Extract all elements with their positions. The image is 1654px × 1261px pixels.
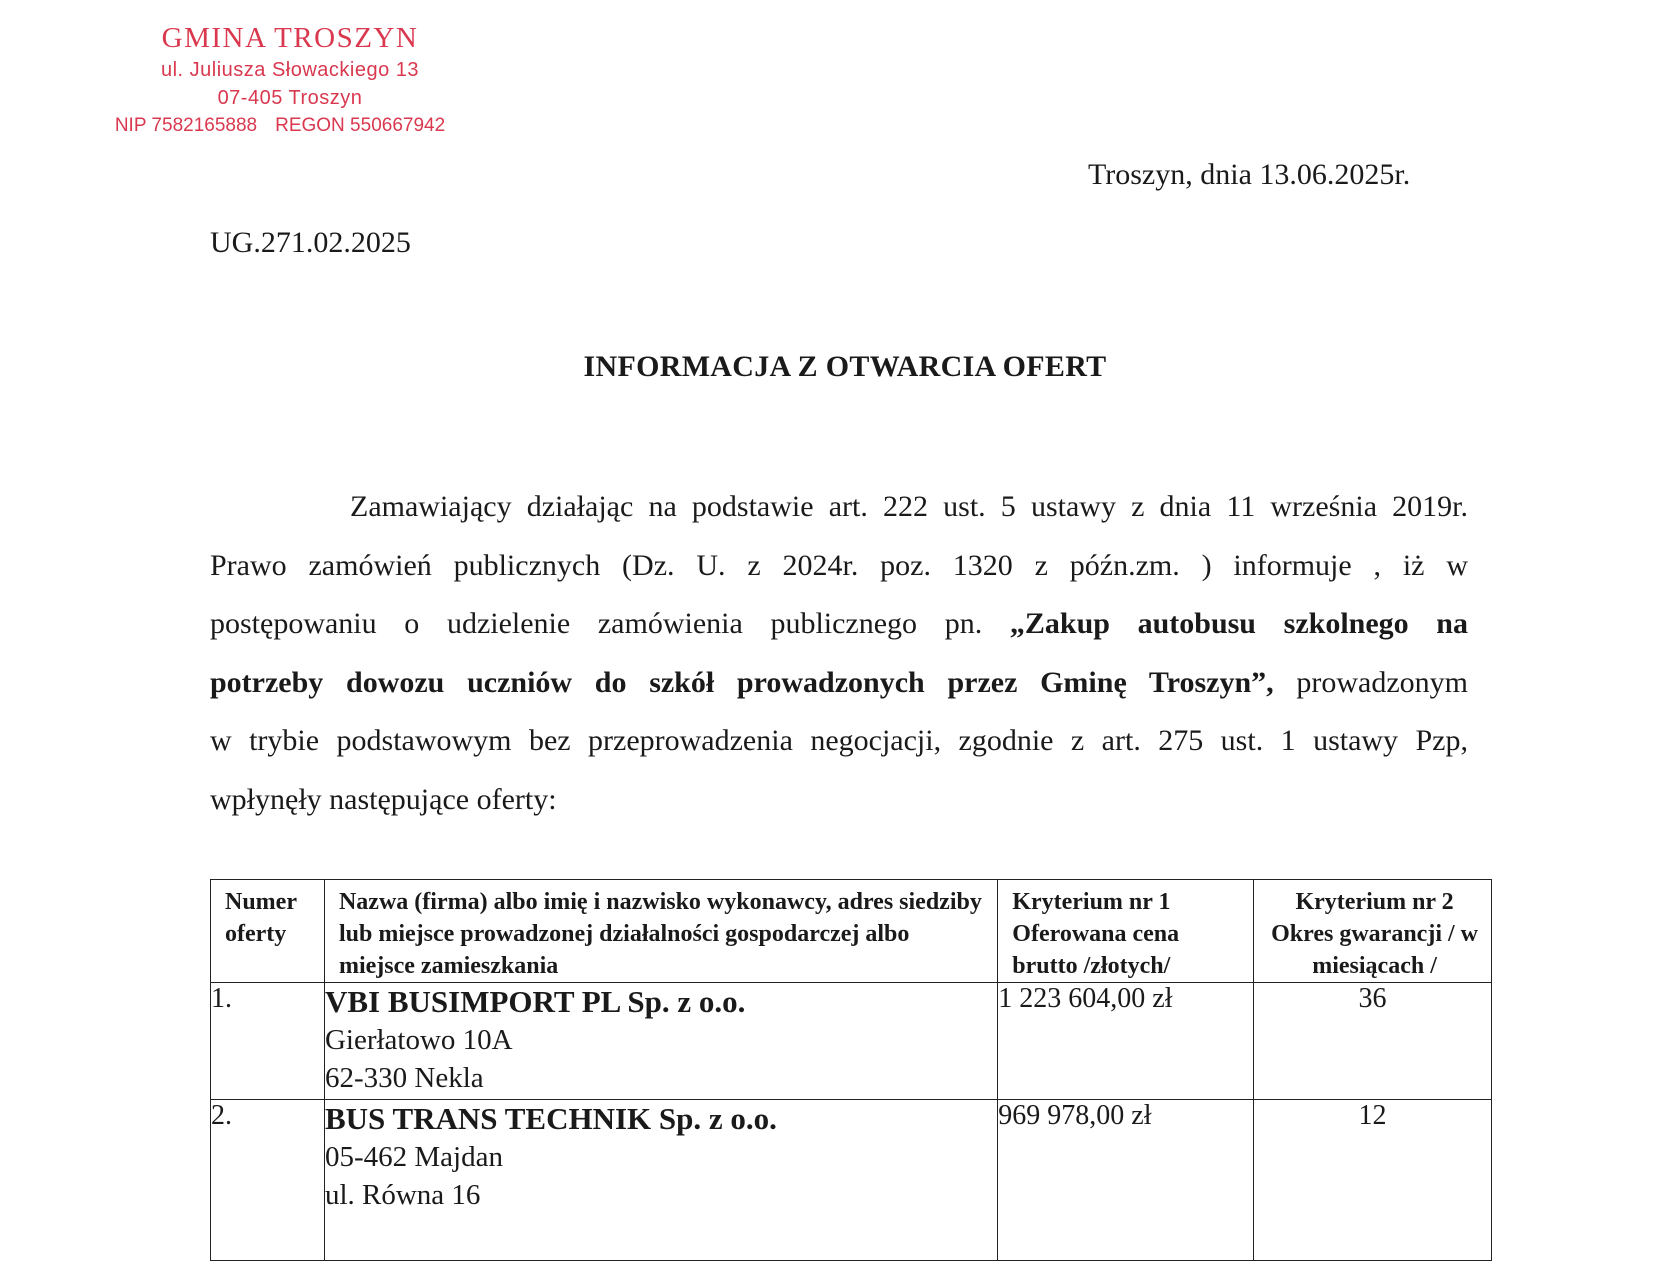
- header-number: Numer oferty: [211, 880, 325, 983]
- stamp-street: ul. Juliusza Słowackiego 13: [160, 59, 420, 81]
- body-line-6: wpłynęły następujące oferty:: [210, 782, 557, 816]
- contractor-address-line: ul. Równa 16: [324, 1179, 481, 1211]
- offer-warranty: 36: [1254, 983, 1492, 1100]
- document-title: INFORMACJA Z OTWARCIA OFERT: [583, 350, 1107, 383]
- contractor-address-line: 05-462 Majdan: [324, 1141, 503, 1173]
- offers-table: [210, 879, 1492, 1261]
- offer-number: 1.: [211, 983, 325, 1100]
- contractor-address-line: Gierłatowo 10A: [324, 1024, 513, 1056]
- body-paragraph: [210, 478, 1468, 829]
- stamp-name: GMINA TROSZYN: [161, 22, 419, 54]
- body-line-4-text: prowadzonym: [1296, 665, 1469, 699]
- table-row: [211, 1100, 1492, 1261]
- offer-price: 1 223 604,00 zł: [998, 983, 1254, 1100]
- header-price: Kryterium nr 1 Oferowana cena brutto /złotych/: [998, 880, 1254, 983]
- table-row: [211, 983, 1492, 1100]
- header-warranty: Kryterium nr 2 Okres gwarancji / w miesiącach /: [1254, 880, 1492, 983]
- offer-contractor: [324, 983, 997, 1100]
- tender-name-part-1: „Zakup autobusu szkolnego na: [1009, 607, 1468, 640]
- reference-number: UG.271.02.2025: [210, 226, 411, 259]
- offer-contractor: [324, 1100, 997, 1261]
- contractor-address-line: 62-330 Nekla: [324, 1062, 484, 1094]
- stamp-ids: [80, 112, 480, 140]
- stamp-regon: REGON 550667942: [275, 115, 446, 136]
- stamp-city: 07-405 Troszyn: [217, 87, 363, 109]
- document-date: Troszyn, dnia 13.06.2025r.: [1088, 158, 1411, 191]
- body-line-3-text: postępowaniu o udzielenie zamówienia publicznego pn.: [210, 607, 983, 640]
- offer-price: 969 978,00 zł: [998, 1100, 1254, 1261]
- header-name: Nazwa (firma) albo imię i nazwisko wykonawcy, adres siedziby lub miejsce prowadzonej działalności gospodarczej albo miejsce zamieszkania: [324, 880, 997, 983]
- body-line-3: [210, 595, 1468, 654]
- contractor-name: VBI BUSIMPORT PL Sp. z o.o.: [324, 984, 746, 1019]
- stamp-nip: NIP 7582165888: [114, 115, 258, 136]
- table-header-row: [211, 880, 1492, 983]
- contractor-name: BUS TRANS TECHNIK Sp. z o.o.: [324, 1101, 777, 1136]
- body-line-1: Zamawiający działając na podstawie art. 222 ust. 5 ustawy z dnia 11 września 2019r.: [350, 490, 1468, 523]
- municipality-stamp: [100, 20, 480, 140]
- body-line-5: w trybie podstawowym bez przeprowadzenia negocjacji, zgodnie z art. 275 ust. 1 ustawy Pzp,: [210, 724, 1468, 757]
- body-line-2: Prawo zamówień publicznych (Dz. U. z 2024r. poz. 1320 z późn.zm. ) informuje , iż w: [210, 548, 1468, 582]
- tender-name-part-2: potrzeby dowozu uczniów do szkół prowadzonych przez Gminę Troszyn”,: [210, 665, 1274, 699]
- offer-warranty: 12: [1254, 1100, 1492, 1261]
- offer-number: 2.: [211, 1100, 325, 1261]
- body-line-4: [210, 654, 1468, 713]
